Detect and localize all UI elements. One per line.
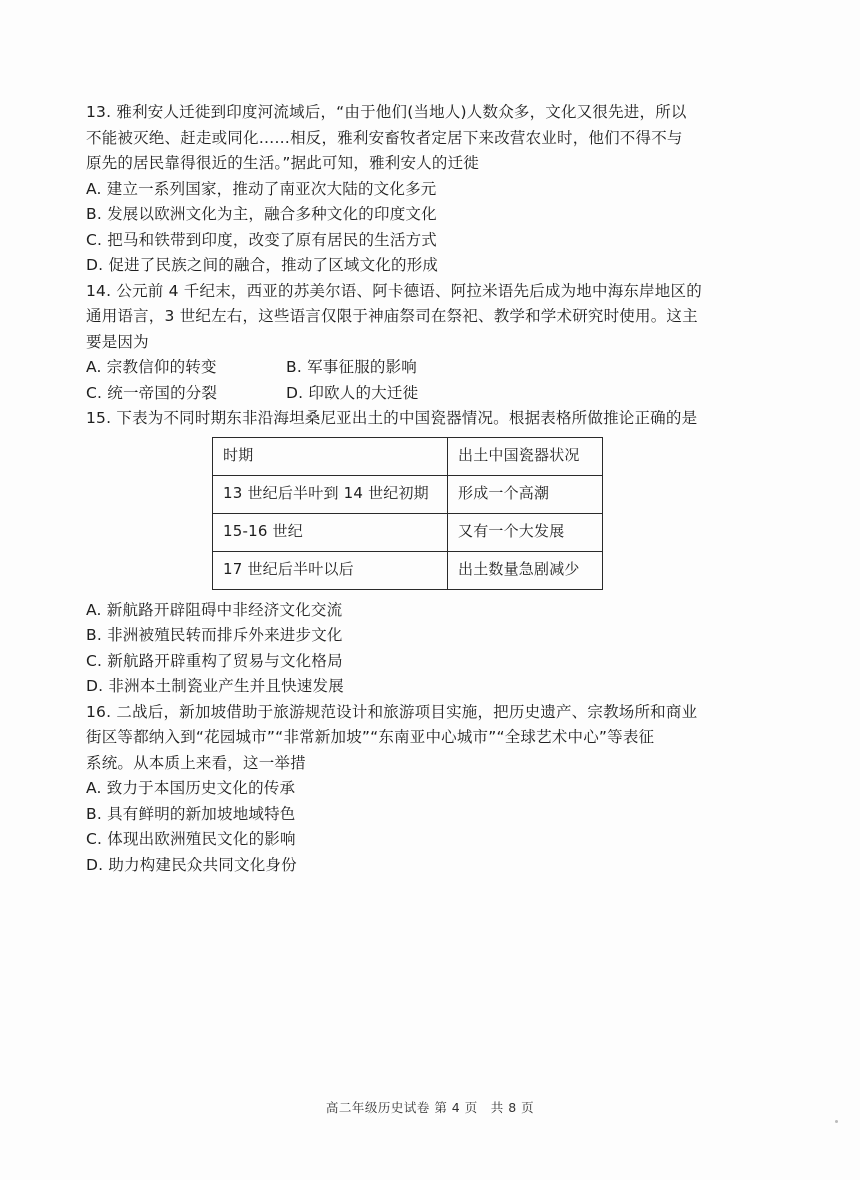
question-13	[86, 100, 746, 279]
question-14-option-b: B. 军事征服的影响	[286, 358, 417, 376]
question-16-option-c: C. 体现出欧洲殖民文化的影响	[86, 830, 296, 848]
table-header-period: 时期	[213, 437, 448, 475]
question-14	[86, 279, 746, 407]
question-16-option-b: B. 具有鲜明的新加坡地域特色	[86, 804, 296, 823]
question-16-option-a: A. 致力于本国历史文化的传承	[86, 779, 296, 797]
table-cell-period: 15-16 世纪	[213, 513, 448, 551]
question-16-stem-line-3: 系统。从本质上来看，这一举措	[86, 753, 306, 772]
ceramics-table-wrapper	[212, 437, 746, 590]
table-cell-status: 又有一个大发展	[448, 513, 603, 551]
question-14-stem-line-1: 14. 公元前 4 千纪末，西亚的苏美尔语、阿卡德语、阿拉米语先后成为地中海东岸地区的	[86, 281, 702, 300]
question-16-stem-line-1: 16. 二战后，新加坡借助于旅游规范设计和旅游项目实施，把历史遗产、宗教场所和商业	[86, 702, 698, 721]
table-header-status: 出土中国瓷器状况	[448, 437, 603, 475]
table-cell-status: 出土数量急剧减少	[448, 551, 603, 589]
question-14-stem-line-2: 通用语言，3 世纪左右，这些语言仅限于神庙祭司在祭祀、教学和学术研究时使用。这主	[86, 307, 698, 325]
table-row	[213, 475, 603, 513]
question-15-option-b: B. 非洲被殖民转而排斥外来进步文化	[86, 626, 343, 644]
question-13-option-d: D. 促进了民族之间的融合，推动了区域文化的形成	[86, 256, 439, 274]
question-13-option-b: B. 发展以欧洲文化为主，融合多种文化的印度文化	[86, 205, 437, 223]
question-15-option-a: A. 新航路开辟阻碍中非经济文化交流	[86, 600, 343, 619]
question-15-stem-line-1: 15. 下表为不同时期东非沿海坦桑尼亚出土的中国瓷器情况。根据表格所做推论正确的是	[86, 409, 698, 427]
question-14-option-c: C. 统一帝国的分裂	[86, 383, 218, 402]
question-13-stem-line-2: 不能被灭绝、赶走或同化……相反，雅利安畜牧者定居下来改营农业时，他们不得不与	[86, 128, 683, 147]
question-13-stem-line-3: 原先的居民靠得很近的生活。”据此可知，雅利安人的迁徙	[86, 154, 479, 172]
question-14-option-d: D. 印欧人的大迁徙	[286, 383, 419, 402]
table-row	[213, 551, 603, 589]
table-header-row	[213, 437, 603, 475]
question-13-stem-line-1: 13. 雅利安人迁徙到印度河流域后，“由于他们(当地人)人数众多，文化又很先进，所以	[86, 103, 687, 121]
question-14-option-a: A. 宗教信仰的转变	[86, 358, 217, 376]
table-cell-status: 形成一个高潮	[448, 475, 603, 513]
table-row	[213, 513, 603, 551]
page-content	[86, 100, 746, 878]
page-footer: 高二年级历史试卷 第 4 页 共 8 页	[325, 1100, 535, 1115]
question-14-options-row-1	[86, 355, 746, 381]
table-cell-period: 13 世纪后半叶到 14 世纪初期	[213, 475, 448, 513]
question-15-option-d: D. 非洲本土制瓷业产生并且快速发展	[86, 677, 344, 695]
question-15-option-c: C. 新航路开辟重构了贸易与文化格局	[86, 651, 343, 670]
table-cell-period: 17 世纪后半叶以后	[213, 551, 448, 589]
question-13-option-c: C. 把马和铁带到印度，改变了原有居民的生活方式	[86, 230, 437, 249]
question-16-option-d: D. 助力构建民众共同文化身份	[86, 855, 297, 874]
scan-speck	[835, 1120, 838, 1123]
question-15	[86, 406, 746, 700]
question-14-stem-line-3: 要是因为	[86, 332, 149, 351]
question-14-options-row-2	[86, 381, 746, 407]
question-16	[86, 700, 746, 879]
ceramics-table	[212, 437, 603, 590]
question-16-stem-line-2: 街区等都纳入到“花园城市”“非常新加坡”“东南亚中心城市”“全球艺术中心”等表征	[86, 728, 655, 746]
question-13-option-a: A. 建立一系列国家，推动了南亚次大陆的文化多元	[86, 179, 437, 198]
